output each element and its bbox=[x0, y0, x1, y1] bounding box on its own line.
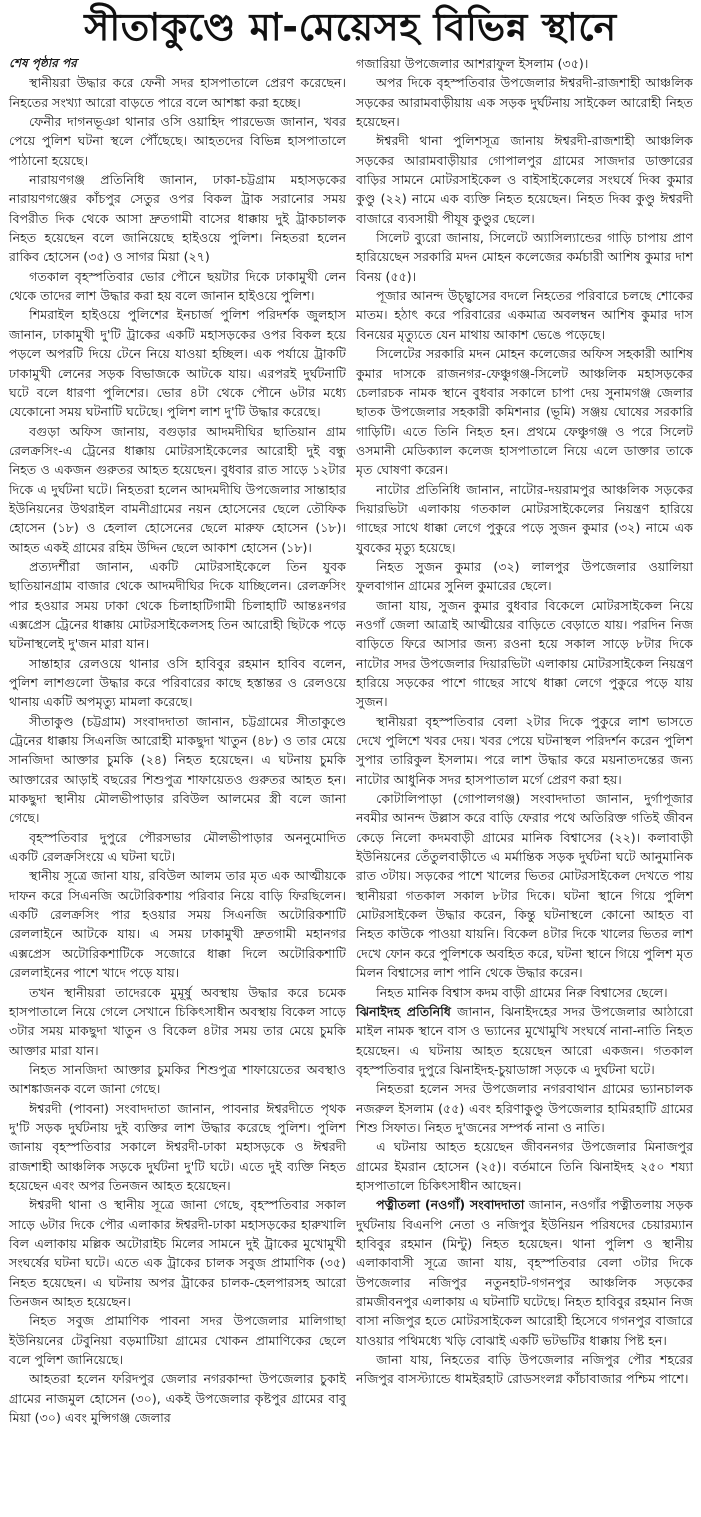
paragraph-text: জানান, নওগাঁর পত্নীতলায় সড়ক দুর্ঘটনায় বিএনপি নেতা ও নজিপুর ইউনিয়ন পরিষদের চেয়ারম্যান হাবিবুর রহমান (মিন্টু) নিহত হয়েছেন। থানা পুলিশ ও স্থানীয় এলাকাবাসী সূত্রে জানা যায়, বৃহস্পতিবার বেলা ৩টার দিকে উপজেলার নজিপুর নতুনহাট-গগনপুর আঞ্চলিক সড়কের রামজীবনপুর এলাকায় এ ঘটনাটি ঘটেছে। নিহত হাবিবুর রহমান নিজ বাসা নজিপুর হতে মোটরসাইকেল আরোহী হিসেবে গগনপুর বাজারে যাওয়ার পথিমধ্যে খড়ি বোঝাই একটি ভটভটির ধাক্কায় পিষ্ট হন। bbox=[356, 1197, 693, 1348]
paragraph: পূজার আনন্দ উচ্ছ্বাসের বদলে নিহতের পরিবারে চলছে শোকের মাতম। হঠাৎ করে পরিবারের একমাত্র অবলম্বন আশিষ কুমার দাস বিনয়ের মৃত্যুতে যেন মাথায় আকাশ ভেঙে পড়েছে। bbox=[356, 288, 693, 342]
reporter-lead: ঝিনাইদহ প্রতিনিধি bbox=[356, 1003, 451, 1019]
paragraph: নিহত মানিক বিশ্বাস কদম বাড়ী গ্রামের নিরু বিশ্বাসের ছেলে। bbox=[376, 984, 668, 1000]
paragraph: নারায়ণগঞ্জ প্রতিনিধি জানান, ঢাকা-চট্টগ্রাম মহাসড়কের নারায়ণগঞ্জের কাঁচপুর সেতুর ওপর বিকল ট্রাক সরানোর সময় বিপরীত দিক থেকে আসা দ্রুতগামী বাসের ধাক্কায় দুই ট্রাকচালক নিহত হয়েছেন বলে জানিয়েছে হাইওয়ে পুলিশ। নিহতরা হলেন রাকিব হোসেন (৩৫) ও সাগর মিয়া (২৭) bbox=[9, 172, 346, 265]
paragraph: গজারিয়া উপজেলার আশরাফুল ইসলাম (৩৫)। bbox=[356, 56, 589, 71]
paragraph-text: জানান, ঝিনাইদহের সদর উপজেলার আঠারো মাইল নামক স্থানে বাস ও ভ্যানের মুখোমুখি সংঘর্ষে নানা-নাতি নিহত হয়েছেন। এ ঘটনায় আহত হয়েছেন আরো একজন। গতকাল বৃহস্পতিবার দুপুরে ঝিনাইদহ-চুয়াডাঙ্গা সড়কে এ দুর্ঘটনা ঘটে। bbox=[356, 1003, 693, 1077]
paragraph: স্থানীয়রা বৃহস্পতিবার বেলা ২টার দিকে পুকুরে লাশ ভাসতে দেখে পুলিশে খবর দেয়। খবর পেয়ে ঘটনাস্থল পরিদর্শন করেন পুলিশ সুপার তারিকুল ইসলাম। পরে লাশ উদ্ধার করে ময়নাতদন্তের জন্য নাটোর আধুনিক সদর হাসপাতাল মর্গে প্রেরণ করা হয়। bbox=[356, 713, 693, 787]
left-column bbox=[9, 54, 346, 1427]
paragraph: গতকাল বৃহস্পতিবার ভোর পৌনে ছয়টার দিকে ঢাকামুখী লেন থেকে তাদের লাশ উদ্ধার করা হয় বলে জানান হাইওয়ে পুলিশ। bbox=[9, 268, 346, 304]
paragraph: অপর দিকে বৃহস্পতিবার উপজেলার ঈশ্বরদী-রাজশাহী আঞ্চলিক সড়কের আরামবাড়ীয়ায় এক সড়ক দুর্ঘটনায় সাইকেল আরোহী নিহত হয়েছেন। bbox=[356, 75, 693, 130]
paragraph: নাটোর প্রতিনিধি জানান, নাটোর-দয়রামপুর আঞ্চলিক সড়কের দিয়ারভিটা এলাকায় গতকাল মোটরসাইকেলের নিয়ন্ত্রণ হারিয়ে গাছের সাথে ধাক্কা লেগে পুকুরে পড়ে সুজন কুমার (৩২) নামে এক যুবকের মৃত্যু হয়েছে। bbox=[356, 481, 693, 555]
paragraph: বগুড়া অফিস জানায়, বগুড়ার আদমদীঘির ছাতিয়ান গ্রাম রেলক্রসিং-এ ট্রেনের ধাক্কায় মোটরসাইকেলের আরোহী দুই বন্ধু নিহত ও একজন গুরুতর আহত হয়েছেন। বুধবার রাত সাড়ে ১২টার দিকে এ দুর্ঘটনা ঘটে। নিহতরা হলেন আদমদীঘি উপজেলার সান্তাহার ইউনিয়নের উথরাইল বামনীগ্রামের নয়ন হোসেনের ছেলে তৌফিক হোসেন (১৮) ও হেলাল হোসেনের ছেলে মারুফ হোসেন (১৮)। আহত একই গ্রামের রহিম উদ্দিন ছেলে আকাশ হোসেন (১৮)। bbox=[9, 423, 346, 555]
paragraph: প্রত্যদর্শীরা জানান, একটি মোটরসাইকেলে তিন যুবক ছাতিয়ানগ্রাম বাজার থেকে আদমদীঘির দিকে যাচ্ছিলেন। রেলক্রসিং পার হওয়ার সময় ঢাকা থেকে চিলাহাটিগামী চিলাহাটি আন্তঃনগর এক্সপ্রেস ট্রেনের ধাক্কায় মোটরসাইকেলসহ তিন আরোহী ছিটকে পড়ে ঘটনাস্থলেই দু'জন মারা যান। bbox=[9, 558, 346, 652]
paragraph: তখন স্থানীয়রা তাদেরকে মুমূর্ষু অবস্থায় উদ্ধার করে চমেক হাসপাতালে নিয়ে গেলে সেখানে চিকিৎসাধীন অবস্থায় বিকেল সাড়ে ৩টার সময় মাকছুদা খাতুন ও বিকেল ৪টার সময় তার মেয়ে চুমকি আক্তার মারা যান। bbox=[9, 984, 346, 1058]
news-clipping bbox=[0, 2, 701, 1427]
paragraph: ঈশ্বরদী থানা পুলিশসূত্র জানায় ঈশ্বরদী-রাজশাহী আঞ্চলিক সড়কের আরামবাড়ীয়ার গোপালপুর গ্রামের সাজদার ডাক্তারের বাড়ির সামনে মোটরসাইকেল ও বাইসাইকেলের সংঘর্ষে দিব্ব কুমার কুণ্ডু (২২) নামে এক ব্যক্তি নিহত হয়েছেন। নিহত দিব্ব কুণ্ডু ঈশ্বরদী বাজারে ব্যবসায়ী পীযূষ কুণ্ডুর ছেলে। bbox=[356, 133, 693, 226]
paragraph: স্থানীয়রা উদ্ধার করে ফেনী সদর হাসপাতালে প্রেরণ করেছেন। নিহতের সংখ্যা আরো বাড়তে পারে বলে আশঙ্কা করা হচ্ছে। bbox=[9, 75, 346, 110]
paragraph: কোটালিপাড়া (গোপালগঞ্জ) সংবাদদাতা জানান, দুর্গাপূজার নবমীর আনন্দ উল্লাস করে বাড়ি ফেরার পথে অতিরিক্ত গতিই জীবন কেড়ে নিলো কদমবাড়ী গ্রামের মানিক বিশ্বাসের (২২)। কলাবাড়ী ইউনিয়নের তেঁতুলবাড়ীতে এ মর্মান্তিক সড়ক দুর্ঘটনা ঘটে আনুমানিক রাত ৩টায়। সড়কের পাশে খালের ভিতর মোটরসাইকেল দেখতে পায় স্থানীয়রা গতকাল সকাল ৮টার দিকে। ঘটনা স্থানে গিয়ে পুলিশ মোটরসাইকেল উদ্ধার করেন, কিন্তু ঘটনাস্থলে কোনো আহত বা নিহত কাউকে পাওয়া যায়নি। বিকেল ৪টার দিকে খালের ভিতর লাশ দেখে ফোন করে পুলিশকে অবহিত করে, ঘটনা স্থানে গিয়ে পুলিশ মৃত মিলন বিশ্বাসের লাশ পানি থেকে উদ্ধার করেন। bbox=[356, 791, 693, 981]
reporter-lead: পত্নীতলা (নওগাঁ) সংবাদদাতা bbox=[376, 1197, 525, 1213]
paragraph: এ ঘটনায় আহত হয়েছেন জীবননগর উপজেলার মিনাজপুর গ্রামের ইমরান হোসেন (২৫)। বর্তমানে তিনি ঝিনাইদহ ২৫০ শয্যা হাসপাতালে চিকিৎসাধীন আছেন। bbox=[356, 1139, 693, 1193]
paragraph: নিহতরা হলেন সদর উপজেলার নগরবাথান গ্রামের ভ্যানচালক নজরুল ইসলাম (৫৫) এবং হরিণাকুণ্ডু উপজেলার হামিরহাটি গ্রামের শিশু সিফাত। নিহত দু'জনের সম্পর্ক নানা ও নাতি। bbox=[356, 1081, 693, 1135]
paragraph: ঈশ্বরদী (পাবনা) সংবাদদাতা জানান, পাবনার ঈশ্বরদীতে পৃথক দু'টি সড়ক দুর্ঘটনায় দুই ব্যক্তির লাশ উদ্ধার করেছে পুলিশ। পুলিশ জানায় বৃহস্পতিবার সকালে ঈশ্বরদী-ঢাকা মহাসড়কে ও ঈশ্বরদী রাজশাহী আঞ্চলিক সড়কে দুর্ঘটনা দু'টি ঘটে। এতে দুই ব্যক্তি নিহত হয়েছেন এবং অপর তিনজন আহত হয়েছেন। bbox=[9, 1100, 346, 1193]
paragraph: জানা যায়, সুজন কুমার বুধবার বিকেলে মোটরসাইকেল নিয়ে নওগাঁ জেলা আত্রাই আত্মীয়ের বাড়িতে বেড়াতে যায়। পরদিন নিজ বাড়িতে ফিরে আসার জন্য রওনা হয়ে সকাল সাড়ে ৮টার দিকে নাটোর সদর উপজেলার দিয়ারভিটা এলাকায় মোটরসাইকেল নিয়ন্ত্রণ হারিয়ে সড়কের পাশে গাছের সাথে ধাক্কা লেগে পুকুরে পড়ে যায় সুজন। bbox=[356, 597, 693, 710]
paragraph: আহতরা হলেন ফরিদপুর জেলার নগরকান্দা উপজেলার চুকাই গ্রামের নাজমুল হোসেন (৩০), একই উপজেলার কৃষ্টপুর গ্রামের বাবু মিয়া (৩০) এবং মুন্সিগঞ্জ জেলার bbox=[9, 1371, 346, 1426]
right-column bbox=[356, 54, 693, 1427]
paragraph: নিহত সানজিদা আক্তার চুমকির শিশুপুত্র শাফায়েতের অবস্থাও আশঙ্কাজনক বলে জানা গেছে। bbox=[9, 1061, 346, 1097]
paragraph: সীতাকুণ্ড (চট্টগ্রাম) সংবাদদাতা জানান, চট্টগ্রামের সীতাকুণ্ডে ট্রেনের ধাক্কায় সিএনজি আরোহী মাকছুদা খাতুন (৪৮) ও তার মেয়ে সানজিদা আক্তার চুমকি (২৪) নিহত হয়েছেন। এ ঘটনায় চুমকি আক্তারের আড়াই বছরের শিশুপুত্র শাফায়েতও গুরুতর আহত হন। মাকছুদা স্থানীয় মৌলভীপাড়ার রবিউল আলমের স্ত্রী বলে জানা গেছে। bbox=[9, 713, 346, 826]
continued-from-label: শেষ পৃষ্ঠার পর bbox=[9, 56, 77, 70]
paragraph: স্থানীয় সূত্রে জানা যায়, রবিউল আলম তার মৃত এক আত্মীয়কে দাফন করে সিএনজি অটোরিকশায় পরিবার নিয়ে বাড়ি ফিরছিলেন। একটি রেলক্রসিং পার হওয়ার সময় সিএনজি অটোরিকশাটি রেললাইনে আটকে যায়। এ সময় ঢাকামুখী দ্রুতগামী মহানগর এক্সপ্রেস অটোরিকশাটিকে সজোরে ধাক্কা দিলে অটোরিকশাটি রেললাইনের পাশে খাদে পড়ে যায়। bbox=[9, 868, 346, 981]
paragraph: জানা যায়, নিহতের বাড়ি উপজেলার নজিপুর পৌর শহরের নজিপুর বাসস্ট্যান্ডে ধামইরহাট রোডসংলগ্ন কাঁচাবাজার পশ্চিম পাশে। bbox=[356, 1352, 693, 1387]
paragraph: সিলেটের সরকারি মদন মোহন কলেজের অফিস সহকারী আশিষ কুমার দাসকে রাজনগর-ফেঞ্চুগঞ্জ-সিলেট আঞ্চলিক মহাসড়কের চেলারচক নামক স্থানে বুধবার সকালে চাপা দেয় সুনামগঞ্জ জেলার ছাতক উপজেলার সহকারী কমিশনার (ভূমি) সঞ্জয় ঘোষের সরকারি গাড়িটি। এতে তিনি নিহত হন। প্রথমে ফেঞ্চুগঞ্জ ও পরে সিলেট ওসমানী মেডিক্যাল কলেজ হাসপাতালে নিয়ে এলে ডাক্তার তাকে মৃত ঘোষণা করেন। bbox=[356, 346, 693, 478]
paragraph: ঈশ্বরদী থানা ও স্থানীয় সূত্রে জানা গেছে, বৃহস্পতিবার সকাল সাড়ে ৬টার দিকে পৌর এলাকার ঈশ্বরদী-ঢাকা মহাসড়কের হারুখালি বিল এলাকায় মল্লিক অটোরাইচ মিলের সামনে দুই ট্রাকের মুখোমুখী সংঘর্ষের ঘটনা ঘটে। এতে এক ট্রাকের চালক সবুজ প্রামাণিক (৩৫) নিহত হয়েছেন। এ ঘটনায় অপর ট্রাকের চালক-হেলপারসহ আরো তিনজন আহত হয়েছেন। bbox=[9, 1197, 346, 1309]
paragraph: শিমরাইল হাইওয়ে পুলিশের ইনচার্জ পুলিশ পরিদর্শক জুলহাস জানান, ঢাকামুখী দু'টি ট্রাকের একটি মহাসড়কের ওপর বিকল হয়ে পড়লে অপরটি দিয়ে টেনে নিয়ে যাওয়া হচ্ছিল। এক পর্যায়ে ট্রাকটি ঢাকামুখী লেনের সড়ক বিভাজকে আটকে যায়। এরপরই দুর্ঘটনাটি ঘটে বলে ধারণা পুলিশের। ভোর ৪টা থেকে পৌনে ৬টার মধ্যে যেকোনো সময় ঘটনাটি ঘটেছে। পুলিশ লাশ দু'টি উদ্ধার করেছে। bbox=[9, 307, 346, 420]
paragraph: সান্তাহার রেলওয়ে থানার ওসি হাবিবুর রহমান হাবিব বলেন, পুলিশ লাশগুলো উদ্ধার করে পরিবারের কাছে হস্তান্তর ও রেলওয়ে থানায় একটি অপমৃত্যু মামলা করেছে। bbox=[9, 655, 346, 710]
article-body bbox=[0, 54, 701, 1427]
paragraph: নিহত সুজন কুমার (৩২) লালপুর উপজেলার ওয়ালিয়া ফুলবাগান গ্রামের সুনিল কুমারের ছেলে। bbox=[356, 558, 693, 594]
paragraph: সিলেট ব্যুরো জানায়, সিলেটে অ্যাসিল্যান্ডের গাড়ি চাপায় প্রাণ হারিয়েছেন সরকারি মদন মোহন কলেজের কর্মচারী আশিষ কুমার দাশ বিনয় (৫৫)। bbox=[356, 230, 693, 284]
headline: সীতাকুণ্ডে মা-মেয়েসহ বিভিন্ন স্থানে bbox=[84, 5, 617, 49]
paragraph: বৃহস্পতিবার দুপুরে পৌরসভার মৌলভীপাড়ার অননুমোদিত একটি রেলক্রসিংয়ে এ ঘটনা ঘটে। bbox=[9, 829, 346, 865]
paragraph-jhenaidah bbox=[356, 1002, 693, 1079]
paragraph: নিহত সবুজ প্রামাণিক পাবনা সদর উপজেলার মালিগাছা ইউনিয়নের টেবুনিয়া বড়মাটিয়া গ্রামের খোকন প্রামাণিকের ছেলে বলে পুলিশ জানিয়েছে। bbox=[9, 1313, 346, 1368]
paragraph-patnitala bbox=[356, 1195, 693, 1350]
paragraph: ফেনীর দাগনভূঞা থানার ওসি ওয়াহিদ পারভেজ জানান, খবর পেয়ে পুলিশ ঘটনা স্থলে পৌঁছেছে। আহতদের বিভিন্ন হাসপাতালে পাঠানো হয়েছে। bbox=[9, 114, 346, 168]
